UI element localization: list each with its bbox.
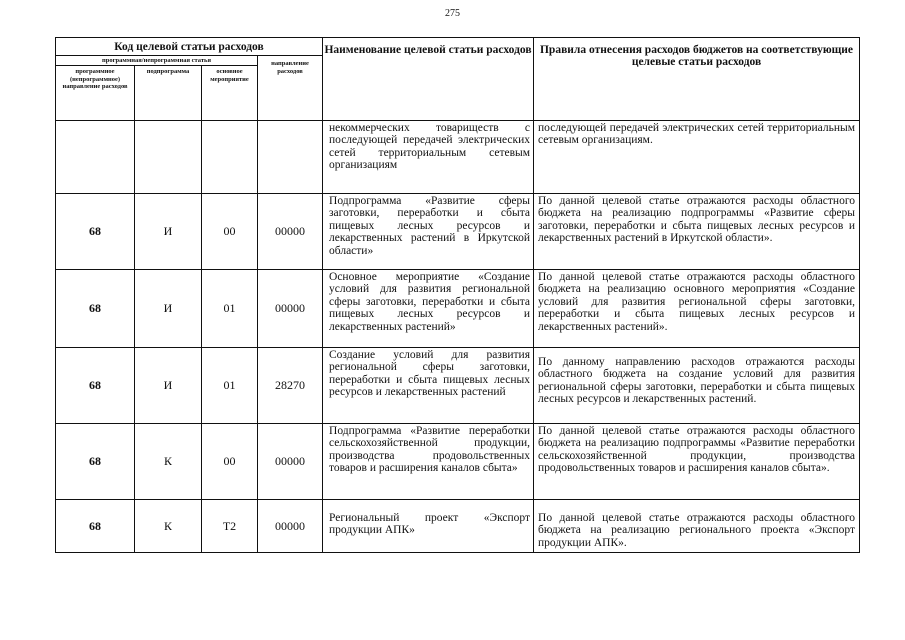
name-cell: Основное мероприятие «Создание условий для развития региональной сферы заготовки, переработки и сбыта пищевых лесных ресурсов и лекарственных растений» — [323, 270, 534, 348]
direction-column-header: направление расходов — [258, 56, 323, 121]
program-cell: 68 — [56, 348, 135, 424]
page-number: 275 — [445, 8, 460, 19]
subprogram-cell — [135, 121, 202, 194]
table-row — [56, 270, 860, 348]
event-cell: 01 — [202, 348, 258, 424]
program-cell: 68 — [56, 270, 135, 348]
subprogram-cell: И — [135, 194, 202, 270]
direction-cell: 28270 — [258, 348, 323, 424]
rule-cell: По данной целевой статье отражаются расходы областного бюджета на реализацию подпрограммы «Развитие переработки сельскохозяйственной продукции, производства продовольственных товаров и расширения каналов сбыта». — [534, 424, 860, 500]
direction-cell: 00000 — [258, 270, 323, 348]
subprogram-cell: К — [135, 500, 202, 553]
event-column-header: основное мероприятие — [202, 66, 258, 121]
program-cell — [56, 121, 135, 194]
direction-cell: 00000 — [258, 424, 323, 500]
rule-cell: последующей передачей электрических сетей территориальным сетевым организациям. — [534, 121, 860, 194]
name-cell: некоммерческих товариществ с последующей передачей электрических сетей территориальным сетевым организациям — [323, 121, 534, 194]
budget-classification-table — [55, 37, 860, 553]
event-cell: Т2 — [202, 500, 258, 553]
program-cell: 68 — [56, 424, 135, 500]
name-cell: Подпрограмма «Развитие переработки сельскохозяйственной продукции, производства продовольственных товаров и расширения каналов сбыта» — [323, 424, 534, 500]
table-row — [56, 194, 860, 270]
table-row — [56, 424, 860, 500]
program-cell: 68 — [56, 500, 135, 553]
direction-cell: 00000 — [258, 194, 323, 270]
rule-cell: По данной целевой статье отражаются расходы областного бюджета на реализацию подпрограммы «Развитие сферы заготовки, переработки и сбыта пищевых лесных ресурсов и лекарственных растений в Иркутской области». — [534, 194, 860, 270]
rules-column-header: Правила отнесения расходов бюджетов на соответствующие целевые статьи расходов — [534, 38, 860, 121]
subprogram-cell: И — [135, 348, 202, 424]
program-cell: 68 — [56, 194, 135, 270]
rule-cell: По данной целевой статье отражаются расходы областного бюджета на реализацию основного мероприятия «Создание условий для развития региональной сферы заготовки, переработки и сбыта пищевых лесных ресурсов и лекарственных растений». — [534, 270, 860, 348]
direction-cell: 00000 — [258, 500, 323, 553]
name-cell: Создание условий для развития региональной сферы заготовки, переработки и сбыта пищевых лесных ресурсов и лекарственных растений — [323, 348, 534, 424]
rule-cell: По данному направлению расходов отражаются расходы областного бюджета на создание условий для развития региональной сферы заготовки, переработки и сбыта пищевых лесных ресурсов и лекарственных растений. — [534, 348, 860, 424]
table-row — [56, 121, 860, 194]
program-column-header: программное (непрограммное) направление расходов — [56, 66, 135, 121]
direction-cell — [258, 121, 323, 194]
event-cell: 01 — [202, 270, 258, 348]
subprogram-cell: К — [135, 424, 202, 500]
program-subgroup-header: программная/непрограммная статья — [56, 56, 258, 66]
table-row — [56, 348, 860, 424]
event-cell — [202, 121, 258, 194]
event-cell: 00 — [202, 194, 258, 270]
subprogram-column-header: подпрограмма — [135, 66, 202, 121]
event-cell: 00 — [202, 424, 258, 500]
name-cell: Подпрограмма «Развитие сферы заготовки, переработки и сбыта пищевых лесных ресурсов и лекарственных растений в Иркутской области» — [323, 194, 534, 270]
code-group-header: Код целевой статьи расходов — [56, 38, 323, 56]
subprogram-cell: И — [135, 270, 202, 348]
table-row — [56, 500, 860, 553]
name-column-header: Наименование целевой статьи расходов — [323, 38, 534, 121]
rule-cell: По данной целевой статье отражаются расходы областного бюджета на реализацию регионального проекта «Экспорт продукции АПК». — [534, 500, 860, 553]
name-cell: Региональный проект «Экспорт продукции АПК» — [323, 500, 534, 553]
